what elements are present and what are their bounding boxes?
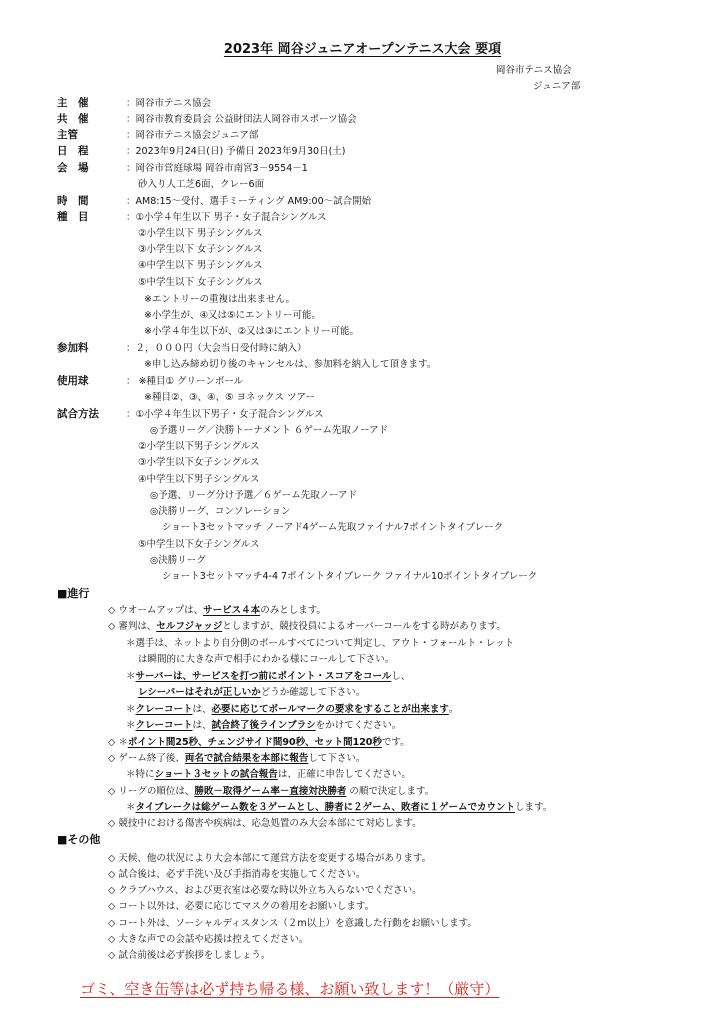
other-item: ◇ コート外は、ソーシャルディスタンス（２m以上）を意識した行動をお願いします。 <box>108 918 477 929</box>
organizer-name: 岡谷市テニス協会 <box>496 65 572 76</box>
rule-line: ＊タイブレークは総ゲーム数を３ゲームとし、勝者に２ゲーム、敗者に１ゲームでカウントします。 <box>126 802 553 813</box>
section-heading-other: ■その他 <box>57 833 101 846</box>
match-line: ③小学生以下女子シングルス <box>138 457 260 468</box>
match-line: ⑤中学生以下女子シングルス <box>138 539 260 550</box>
page-title: 2023年 岡谷ジュニアオープンテニス大会 要項 <box>223 42 502 57</box>
match-line: ショート3セットマッチ4-4 7ポイントタイブレーク ファイナル10ポイントタイブレーク <box>162 571 538 582</box>
match-line: ◎決勝リーグ、コンソレーション <box>150 506 291 517</box>
label-shiyokyu: 使用球 <box>57 375 89 387</box>
event-note: ※エントリーの重複は出来ません。 <box>144 294 296 305</box>
other-item: ◇ 天候、他の状況により大会本部にて運営方法を変更する場合があります。 <box>108 853 432 864</box>
value-shiyokyu-2: ※種目②、③、④、⑤ ヨネックス ツアー <box>144 392 316 403</box>
match-line: ◎予選、リーグ分け予選／６ゲーム先取ノーアド <box>150 490 358 501</box>
value-shiyokyu-1: ： ※種目① グリーンボール <box>126 376 244 387</box>
rule-line: ◇ 審判は、セルフジャッジとしますが、競技役員によるオーバーコールをする時があります。 <box>108 621 506 632</box>
match-line: ：①小学４年生以下男子・女子混合シングルス <box>126 409 324 420</box>
label-sankaryo: 参加料 <box>57 342 89 354</box>
rule-line: ◇ ゲーム終了後、両名で試合結果を本部に報告して下さい。 <box>108 753 366 764</box>
value-sankaryo: ：２，０００円（大会当日受付時に納入） <box>126 343 307 354</box>
rule-line: は瞬間的に大きな声で相手にわかる様にコールして下さい。 <box>138 654 395 665</box>
organizer-division: ジュニア部 <box>533 81 581 92</box>
label-kyosai: 共 催 <box>57 113 89 125</box>
other-item: ◇ 大きな声での会話や応援は控えてください。 <box>108 934 309 945</box>
match-line: ④中学生以下男子シングルス <box>138 474 260 485</box>
event-item: ：①小学４年生以下 男子・女子混合シングルス <box>126 212 327 223</box>
event-item: ④中学生以下 男子シングルス <box>138 260 263 271</box>
rule-line: ＊選手は、ネットより自分側のボールすべてについて判定し、アウト・フォールト・レット <box>126 638 515 649</box>
event-item: ⑤中学生以下 女子シングルス <box>138 277 263 288</box>
other-item: ◇ 試合前後は必ず挨拶をしましょう。 <box>108 950 271 961</box>
match-line: ◎決勝リーグ <box>150 555 206 566</box>
match-line: ◎予選リーグ／決勝トーナメント ６ゲーム先取ノーアド <box>150 425 389 436</box>
label-nittei: 日 程 <box>57 145 89 157</box>
rule-line: レシーバーはそれが正しいかどうか確認して下さい。 <box>138 687 366 698</box>
section-heading-progress: ■進行 <box>57 587 90 600</box>
other-item: ◇ コート以外は、必要に応じてマスクの着用をお願いします。 <box>108 901 375 912</box>
label-kaijo: 会 場 <box>57 162 89 174</box>
label-shiai: 試合方法 <box>57 408 99 420</box>
rule-line: ＊特にショート３セットの試合報告は、正確に申告してください。 <box>126 769 411 780</box>
value-nittei: ：2023年9月24日(日) 予備日 2023年9月30日(土) <box>126 146 346 157</box>
label-jikan: 時 間 <box>57 195 89 207</box>
value-shukan: ：岡谷市テニス協会ジュニア部 <box>126 130 259 141</box>
event-item: ③小学生以下 女子シングルス <box>138 244 263 255</box>
rule-line: ◇ リーグの順位は、勝敗－取得ゲーム率－直接対決勝者 の順で決定します。 <box>108 786 435 797</box>
match-line: ②小学生以下男子シングルス <box>138 441 260 452</box>
label-shukan: 主管 <box>57 129 78 141</box>
match-line: ショート3セットマッチ ノーアド4ゲーム先取ファイナル7ポイントタイブレーク <box>162 522 504 533</box>
footer-notice: ゴミ、空き缶等は必ず持ち帰る様、お願い致します！（厳守） <box>80 980 500 998</box>
label-shusai: 主 催 <box>57 97 89 109</box>
other-item: ◇ クラブハウス、および更衣室は必要な時以外立ち入らないでください。 <box>108 885 422 896</box>
value-shusai: ：岡谷市テニス協会 <box>126 98 212 109</box>
rule-line: ◇ ＊ポイント間25秒、チェンジサイド間90秒、セット間120秒です。 <box>108 737 410 748</box>
value-kaijo: ：岡谷市営庭球場 岡谷市南宮3－9554－1 <box>126 163 308 174</box>
value-jikan: ：AM8:15～受付、選手ミーティング AM9:00～試合開始 <box>126 196 372 207</box>
rule-line: ＊サーバーは、サービスを打つ前にポイント・スコアをコールし、 <box>126 671 411 682</box>
event-note: ※小学４年生以下が、②又は③にエントリー可能。 <box>144 326 359 337</box>
event-note: ※小学生が、④又は⑤にエントリー可能。 <box>144 310 321 321</box>
event-item: ②小学生以下 男子シングルス <box>138 228 263 239</box>
value-kaijo-courts: 砂入り人工芝6面、クレー6面 <box>138 179 265 190</box>
other-item: ◇ 試合後は、必ず手洗い及び手指消毒を実施してください。 <box>108 869 366 880</box>
rule-line: ＊クレーコートは、試合終了後ラインブラシをかけてください。 <box>126 720 402 731</box>
note-sankaryo: ※申し込み締め切り後のキャンセルは、参加料を納入して頂きます。 <box>144 359 437 370</box>
label-shumoku: 種 目 <box>57 211 89 223</box>
rule-line: ◇ ウオームアップは、サービス４本のみとします。 <box>108 605 326 616</box>
rule-line: ◇ 競技中における傷害や疾病は、応急処置のみ大会本部にて対応します。 <box>108 818 422 829</box>
value-kyosai: ：岡谷市教育委員会 公益財団法人岡谷市スポーツ協会 <box>126 114 357 125</box>
rule-line: ＊クレーコートは、必要に応じてボールマークの要求をすることが出来ます。 <box>126 704 459 715</box>
